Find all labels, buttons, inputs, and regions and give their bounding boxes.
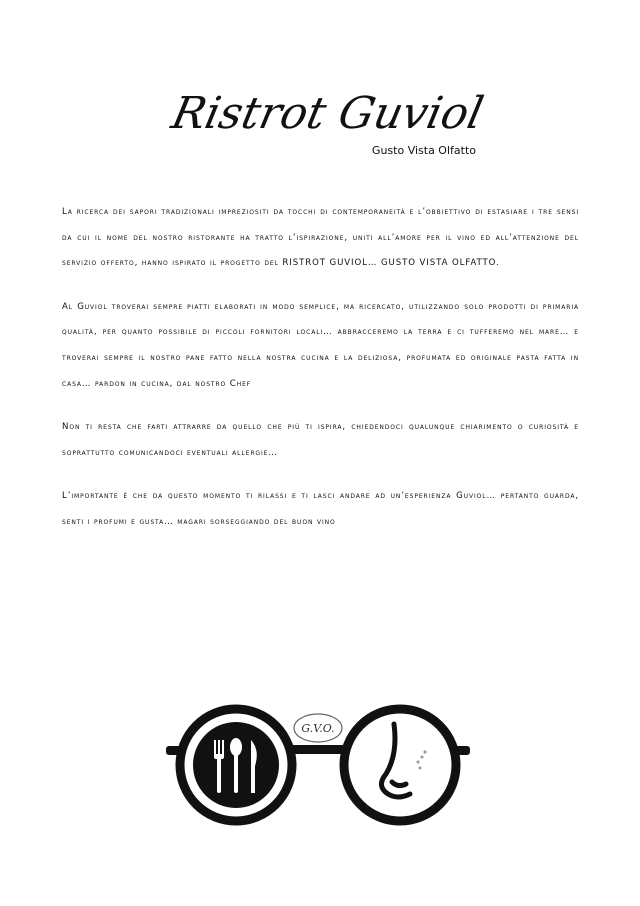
right-lens [344,709,456,821]
intro-text [62,200,579,554]
paragraph-4: L’importante è che da questo momento ti rilassi e ti lasci andare ad un’esperienza Guviol… pertanto guarda, senti i profumi e gusta… magari sorseggiando del buon vino [62,491,579,527]
gvo-badge [294,714,342,742]
glasses-emblem [166,702,470,852]
logo-tagline: Gusto Vista Olfatto [371,144,476,157]
cutlery-icon [193,722,279,808]
logo-name: Ristrot Guviol [167,88,488,139]
paragraph-3: Non ti resta che farti attrarre da quello che più ti ispira, chiedendoci qualunque chiarimento o curiosità e soprattutto comunicandoci eventuali allergie… [62,422,579,458]
badge-label: G.V.O. [301,722,335,735]
paragraph-2: Al Guviol troverai sempre piatti elaborati in modo semplice, ma ricercato, utilizzando solo prodotti di primaria qualità, per quanto possibile di piccoli fornitori locali… abbracceremo la terra e ci tufferemo nel mare… e troverai sempre il nostro pane fatto nella nostra cucina e la deliziosa, profumata ed originale pasta fatta in casa… pardon in cucina, dal nostro Chef [62,301,579,389]
restaurant-logo [160,78,490,158]
paragraph-1: La ricerca dei sapori tradizionali impreziositi da tocchi di contemporaneità e l’obbiettivo di estasiare i tre sensi da cui il nome del nostro ristorante ha tratto l’ispirazione, uniti all’amore per il vino ed all’attenzione del servizio offerto, hanno ispirato il progetto del RISTROT GUVIOL… GUSTO VISTA OLFATTO. [62,207,579,269]
